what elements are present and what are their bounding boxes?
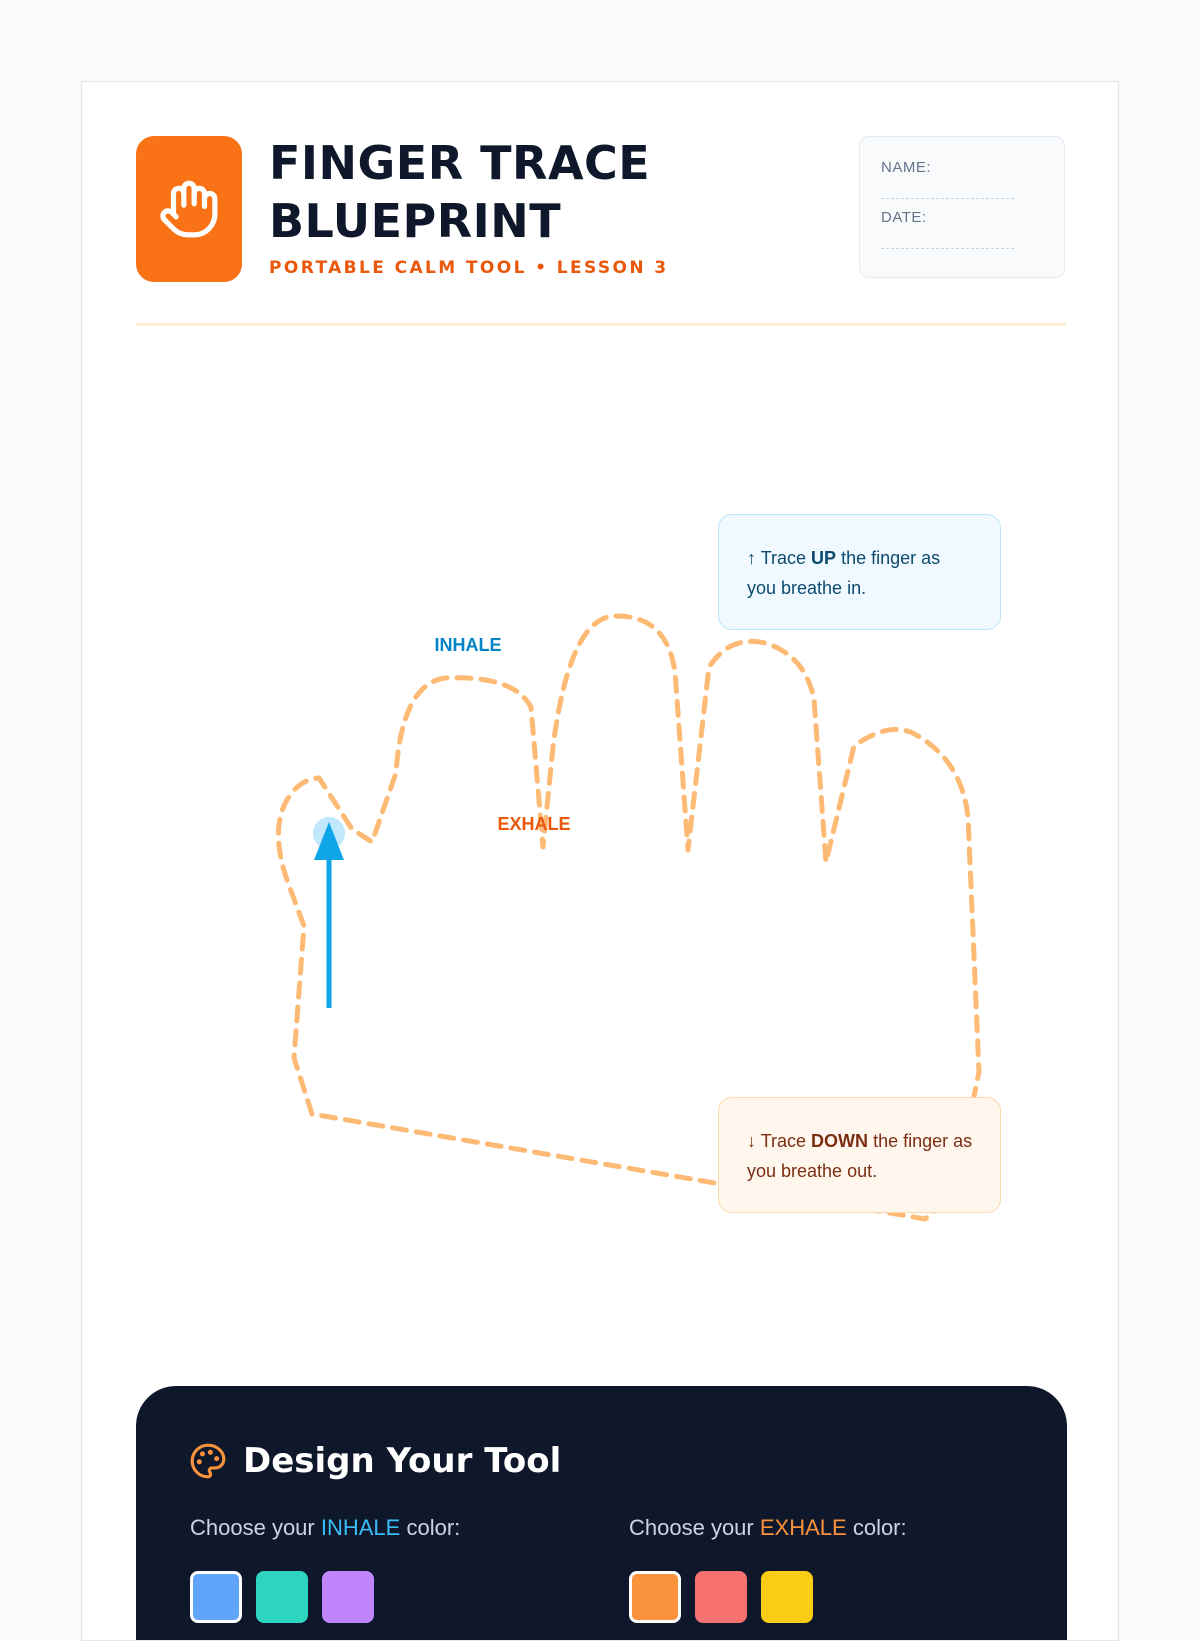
tip-up-before: Trace — [760, 548, 807, 568]
exhale-prompt-prefix: Choose your — [629, 1515, 754, 1540]
exhale-prompt-keyword: EXHALE — [759, 1515, 847, 1540]
tip-up-after: the finger as you breathe in. — [747, 548, 941, 598]
worksheet — [81, 81, 1119, 1641]
exhale-swatches — [629, 1571, 813, 1623]
inhale-label: INHALE — [434, 635, 502, 655]
inhale-color-prompt — [190, 1515, 460, 1541]
inhale-prompt-keyword: INHALE — [320, 1515, 401, 1540]
tip-up-keyword: UP — [811, 548, 837, 568]
exhale-swatch-yellow[interactable] — [761, 1571, 813, 1623]
name-label: NAME: — [881, 159, 932, 176]
up-arrow-icon: ↑ — [747, 548, 756, 568]
title-line-2: BLUEPRINT — [269, 194, 562, 248]
page-subtitle: PORTABLE CALM TOOL • LESSON 3 — [269, 258, 669, 278]
date-label: DATE: — [881, 209, 927, 226]
design-panel — [136, 1386, 1067, 1641]
tip-down-keyword: DOWN — [811, 1131, 869, 1151]
inhale-swatch-teal[interactable] — [256, 1571, 308, 1623]
trace-down-tip — [718, 1097, 1001, 1213]
exhale-swatch-orange[interactable] — [629, 1571, 681, 1623]
trace-up-tip — [718, 514, 1001, 630]
design-title: Design Your Tool — [243, 1441, 562, 1481]
tip-down-after: the finger as you breathe out. — [747, 1131, 973, 1181]
title-line-1: FINGER TRACE — [269, 136, 651, 190]
down-arrow-icon: ↓ — [747, 1131, 756, 1151]
inhale-swatch-blue[interactable] — [190, 1571, 242, 1623]
inhale-swatches — [190, 1571, 374, 1623]
palette-icon — [189, 1442, 227, 1480]
exhale-swatch-red[interactable] — [695, 1571, 747, 1623]
exhale-label: EXHALE — [497, 814, 571, 834]
inhale-prompt-suffix: color: — [406, 1515, 461, 1540]
inhale-prompt-prefix: Choose your — [190, 1515, 315, 1540]
tip-down-before: Trace — [760, 1131, 807, 1151]
inhale-swatch-purple[interactable] — [322, 1571, 374, 1623]
exhale-color-prompt — [629, 1515, 907, 1541]
exhale-prompt-suffix: color: — [852, 1515, 907, 1540]
